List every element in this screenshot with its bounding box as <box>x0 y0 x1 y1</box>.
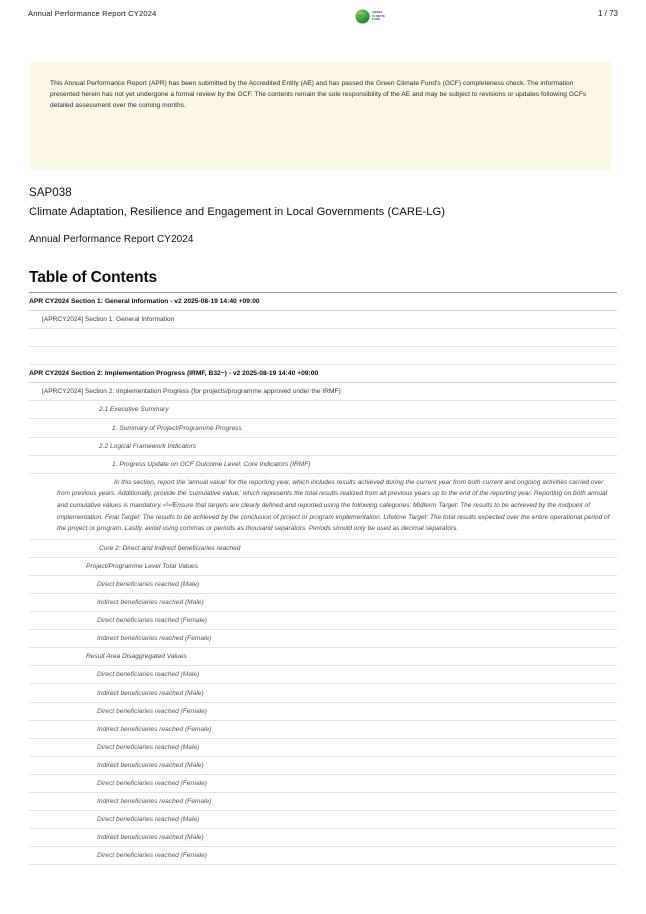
toc-entry[interactable] <box>29 365 617 383</box>
toc-entry[interactable] <box>29 847 617 865</box>
toc-entry[interactable] <box>29 721 617 739</box>
toc-entry[interactable] <box>29 558 617 576</box>
toc-spacer-row <box>29 347 617 365</box>
toc-entry-label: Project/Programme Level Total Values <box>86 562 199 570</box>
report-subtitle: Annual Performance Report CY2024 <box>29 234 194 245</box>
toc-spacer-row <box>29 329 617 347</box>
toc-entry-label: Direct beneficiaries reached (Male) <box>97 743 200 751</box>
report-title-block <box>29 184 609 251</box>
page-number: 1 / 73 <box>597 9 618 18</box>
toc-entry[interactable] <box>29 829 617 847</box>
gcf-logo <box>355 9 385 24</box>
toc-entry-label: Indirect beneficiaries reached (Male) <box>97 689 204 697</box>
toc-entry[interactable] <box>29 540 617 558</box>
page-title: Table of Contents <box>29 269 158 286</box>
toc-entry[interactable] <box>29 811 617 829</box>
toc-entry[interactable] <box>29 703 617 721</box>
toc-entry-label: Core 2: Direct and Indirect beneficiaries reached <box>99 544 241 552</box>
toc-entry-label: 1. Progress Update on GCF Outcome Level: Core Indicators (IRMF) <box>112 460 311 468</box>
toc-entry-label: APR CY2024 Section 1: General Information - v2 2025-08-19 14:40 +09:00 <box>29 298 260 305</box>
logo-line-2: CLIMATE <box>372 14 386 18</box>
toc-entry-label: 2.1 Executive Summary <box>99 406 169 414</box>
toc-entry-label: Indirect beneficiaries reached (Male) <box>97 761 204 769</box>
logo-line-1: GREEN <box>372 11 383 15</box>
page-header <box>0 9 646 29</box>
toc-entry-label: Indirect beneficiaries reached (Female) <box>97 725 212 733</box>
toc-entry[interactable] <box>29 648 617 666</box>
toc-entry-list <box>29 292 617 865</box>
gcf-logo-wordmark <box>372 11 385 22</box>
toc-entry-label: Direct beneficiaries reached (Male) <box>97 671 200 679</box>
toc-entry[interactable] <box>29 311 617 329</box>
toc-entry[interactable] <box>29 474 617 540</box>
toc-entry-label: 2.2 Logical Framework Indicators <box>99 442 197 450</box>
toc-entry[interactable] <box>29 383 617 401</box>
toc-entry-label: Indirect beneficiaries reached (Male) <box>97 599 204 607</box>
toc-entry[interactable] <box>29 666 617 684</box>
toc-entry-label: Direct beneficiaries reached (Female) <box>97 852 207 860</box>
toc-entry-label: 1. Summary of Project/Programme Progress <box>112 424 242 432</box>
table-of-contents <box>29 268 617 865</box>
toc-entry[interactable] <box>29 401 617 419</box>
project-code: SAP038 <box>29 187 72 199</box>
toc-entry[interactable] <box>29 438 617 456</box>
toc-entry-label: Indirect beneficiaries reached (Female) <box>97 798 212 806</box>
logo-line-3: FUND <box>372 17 381 21</box>
toc-entry[interactable] <box>29 576 617 594</box>
green-globe-icon <box>355 9 370 24</box>
toc-entry[interactable] <box>29 793 617 811</box>
toc-entry[interactable] <box>29 456 617 474</box>
toc-entry-label: [APRCY2024] Section 2: Implementation Progress (for projects/programme approved under the IRMF) <box>42 388 341 396</box>
toc-entry-label: Result Area Disaggregated Values <box>86 653 187 661</box>
toc-entry[interactable] <box>29 293 617 311</box>
toc-entry-label: APR CY2024 Section 2: Implementation Progress (IRMF, B32~) - v2 2025-08-19 14:40 +09:00 <box>29 370 319 378</box>
toc-entry-label: [APRCY2024] Section 1: General Information <box>42 316 175 324</box>
toc-entry-label: In this section, report the 'annual value' for the reporting year, which includes results achieved during the current year from both current and ongoing activities carried over from previous years. Additionally, provide the 'cumulative value,' which represents the total results realized from all previous years up to the end of the reporting year. Reporting on both annual and cumulative values is mandatory.⏎⏎Ensure that targets are clearly defined and reported using the following categories: Midterm Target: The results to be achieved by the midpoint of implementation. Final Target: The results to be achieved by the conclusion of project or program implementation. Lifetime Target: The total results expected over the entire operational period of the project or program. Lastly, avoid using commas or periods as thousand separators. Periods should only be used as decimal separators. <box>57 478 610 533</box>
toc-entry-label: Direct beneficiaries reached (Male) <box>97 580 200 588</box>
toc-entry-label: Direct beneficiaries reached (Female) <box>97 707 207 715</box>
toc-entry[interactable] <box>29 757 617 775</box>
header-document-title: Annual Performance Report CY2024 <box>28 9 157 18</box>
toc-entry-label: Direct beneficiaries reached (Female) <box>97 617 207 625</box>
toc-entry-label: Indirect beneficiaries reached (Male) <box>97 834 204 842</box>
toc-entry[interactable] <box>29 739 617 757</box>
disclaimer-notice-text: This Annual Performance Report (APR) has been submitted by the Accredited Entity (AE) and has passed the Green Climate Fund's (GCF) completeness check. The information presented herein has not yet undergone a formal review by the GCF. The contents remain the sole responsibility of the AE and may be subject to revisions or updates following GCFs detailed assessment over the coming months. <box>50 80 587 110</box>
toc-entry-label: Indirect beneficiaries reached (Female) <box>97 635 212 643</box>
toc-entry[interactable] <box>29 684 617 702</box>
disclaimer-notice-box <box>30 62 611 170</box>
toc-entry-label: Direct beneficiaries reached (Male) <box>97 816 200 824</box>
toc-entry[interactable] <box>29 612 617 630</box>
toc-entry-label: Direct beneficiaries reached (Female) <box>97 779 207 787</box>
project-title: Climate Adaptation, Resilience and Engagement in Local Governments (CARE-LG) <box>29 206 446 218</box>
toc-entry[interactable] <box>29 594 617 612</box>
toc-entry[interactable] <box>29 775 617 793</box>
toc-entry[interactable] <box>29 630 617 648</box>
toc-entry[interactable] <box>29 419 617 437</box>
